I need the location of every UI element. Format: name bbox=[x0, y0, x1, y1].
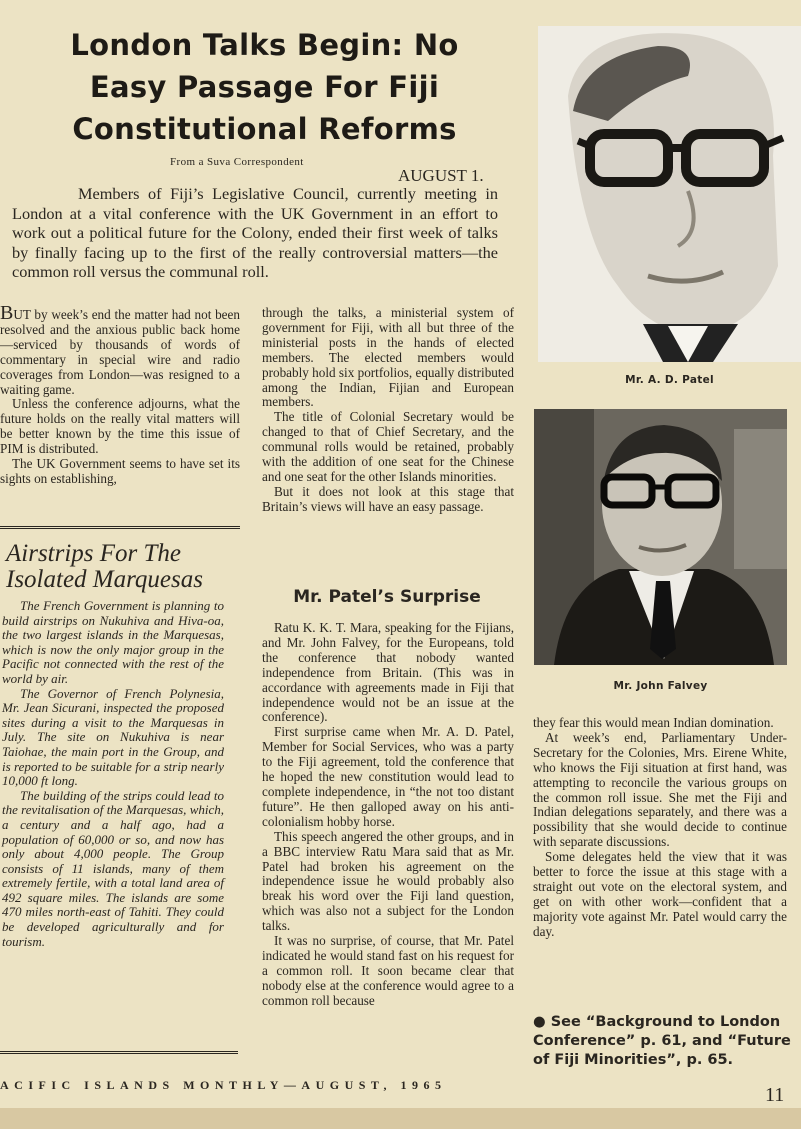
sidebar-paragraph-1: The French Government is planning to build airstrips on Nukuhiva and Hiva-oa, the two largest islands in the Marquesas, which is now the only major group in the Pacific not connected with the rest of the world by air. bbox=[2, 598, 224, 686]
col2-paragraph-4: Ratu K. K. T. Mara, speaking for the Fijians, and Mr. John Falvey, for the Europeans, told the conference that nobody wanted independence from Britain. (This was in accordance with agreements made in Fiji that independence would not be an issue at the conference). bbox=[262, 620, 514, 725]
col2-paragraph-3: But it does not look at this stage that Britain’s views will have an easy passage. bbox=[262, 483, 514, 514]
headline-line-1: London Talks Begin: No bbox=[70, 28, 459, 62]
headline-line-2: Easy Passage For Fiji bbox=[89, 70, 440, 104]
sidebar-title: Airstrips For The Isolated Marquesas bbox=[6, 540, 203, 593]
article-column-3 bbox=[533, 716, 787, 940]
col2-paragraph-6: This speech angered the other groups, and in a BBC interview Ratu Mara said that as Mr. Patel had broken his agreement on the independence issue he would probably also break his word over the Fiji land question, which was also not a subject for the London talks. bbox=[262, 828, 514, 934]
bullet-icon: ● bbox=[533, 1014, 551, 1030]
headline-line-3: Constitutional Reforms bbox=[72, 112, 457, 146]
photo-falvey bbox=[534, 409, 787, 665]
col2-paragraph-5: First surprise came when Mr. A. D. Patel, Member for Social Services, who was a party to the Fiji agreement, told the conference that he hoped the new constitution would lead to complete independence, in “the not too distant future”. He then galloped away on his anti-colonialism hobby horse. bbox=[262, 724, 514, 829]
photo-patel bbox=[538, 26, 801, 362]
sidebar-body bbox=[2, 599, 224, 949]
sidebar-paragraph-2: The Governor of French Polynesia, Mr. Jean Sicurani, inspected the proposed sites during a visit to the Marquesas in July. The site on Nukuhiva is near Taiohae, the main port in the Group, and is reported to be suitable for a strip nearly 10,000 ft long. bbox=[2, 685, 224, 789]
portrait-patel-illustration bbox=[538, 26, 801, 362]
col2-paragraph-1: through the talks, a ministerial system of government for Fiji, with all but three of the ministerial posts in the hands of elected members. The elected members would probably hold six portfolios, equally distributed among the Indian, Fijian and European members. bbox=[262, 305, 514, 410]
page-footer: ACIFIC ISLANDS MONTHLY—AUGUST, 1965 bbox=[0, 1078, 447, 1092]
section-divider bbox=[0, 526, 240, 529]
col3-paragraph-2: At week’s end, Parliamentary Under-Secretary for the Colonies, Mrs. Eirene White, who knows the Fiji situation at first hand, was attempting to reconcile the various groups on the common roll issue. She met the Fiji and Indian delegations separately, and there was a possibility that she would decide to continue with separate discussions. bbox=[533, 729, 787, 850]
col1-paragraph-1: BUT by week’s end the matter had not been resolved and the anxious public back home—serviced by thousands of words of commentary in special wire and radio coverages from London—was resigned to a waiting game. bbox=[0, 302, 240, 397]
col2-paragraph-2: The title of Colonial Secretary would be changed to that of Chief Secretary, and the communal rolls would be retained, probably with the addition of one seat for the Chinese and one seat for the other Islands minorities. bbox=[262, 409, 514, 484]
photo-caption-patel: Mr. A. D. Patel bbox=[625, 374, 714, 386]
col3-paragraph-3: Some delegates held the view that it was better to force the issue at this stage with a straight out vote on the electoral system, and get on with other work—confident that a majority vote against Mr. Patel would carry the day. bbox=[533, 849, 787, 939]
page-edge bbox=[0, 1108, 801, 1129]
sidebar-bottom-rule bbox=[0, 1051, 238, 1054]
photo-caption-falvey: Mr. John Falvey bbox=[613, 680, 708, 692]
col2-paragraph-7: It was no surprise, of course, that Mr. Patel indicated he would stand fast on his request for a common roll. It soon became clear that nobody else at the conference would agree to a common roll because bbox=[262, 933, 514, 1008]
portrait-falvey-illustration bbox=[534, 409, 787, 665]
headline bbox=[22, 24, 507, 150]
article-column-2-continued bbox=[262, 621, 514, 1009]
col1-paragraph-3: The UK Government seems to have set its sights on establishing, bbox=[0, 456, 240, 486]
col1-paragraph-2: Unless the conference adjourns, what the future holds on the really vital matters will be better known by the time this issue of PIM is distributed. bbox=[0, 396, 240, 457]
see-also-note: ● See “Background to London Conference” p. 61, and “Future of Fiji Minorities”, p. 65. bbox=[533, 1014, 791, 1068]
drop-cap: B bbox=[0, 302, 14, 324]
article-column-1 bbox=[0, 302, 240, 487]
col3-paragraph-1: they fear this would mean Indian domination. bbox=[533, 715, 774, 730]
byline: From a Suva Correspondent bbox=[170, 156, 304, 168]
dateline: AUGUST 1. bbox=[398, 166, 484, 185]
subheading: Mr. Patel’s Surprise bbox=[293, 587, 481, 607]
lede-paragraph: Members of Fiji’s Legislative Council, currently meeting in London at a vital conference with the UK Government in an effort to work out a political future for the Colony, ended their first week of talks by finally facing up to the first of the really controversial matters—the common roll versus the communal roll. bbox=[12, 184, 498, 282]
sidebar-paragraph-3: The building of the strips could lead to the revitalisation of the Marquesas, which, a century and a half ago, had a population of 60,000 or so, and now has only about 4,000 people. The Group consists of 11 islands, many of them extremely fertile, with a total land area of 492 square miles. The islands are some 470 miles north-east of Tahiti. They could be developed agriculturally and for tourism. bbox=[2, 787, 224, 949]
article-column-2 bbox=[262, 306, 514, 515]
page-number: 11 bbox=[765, 1084, 785, 1106]
